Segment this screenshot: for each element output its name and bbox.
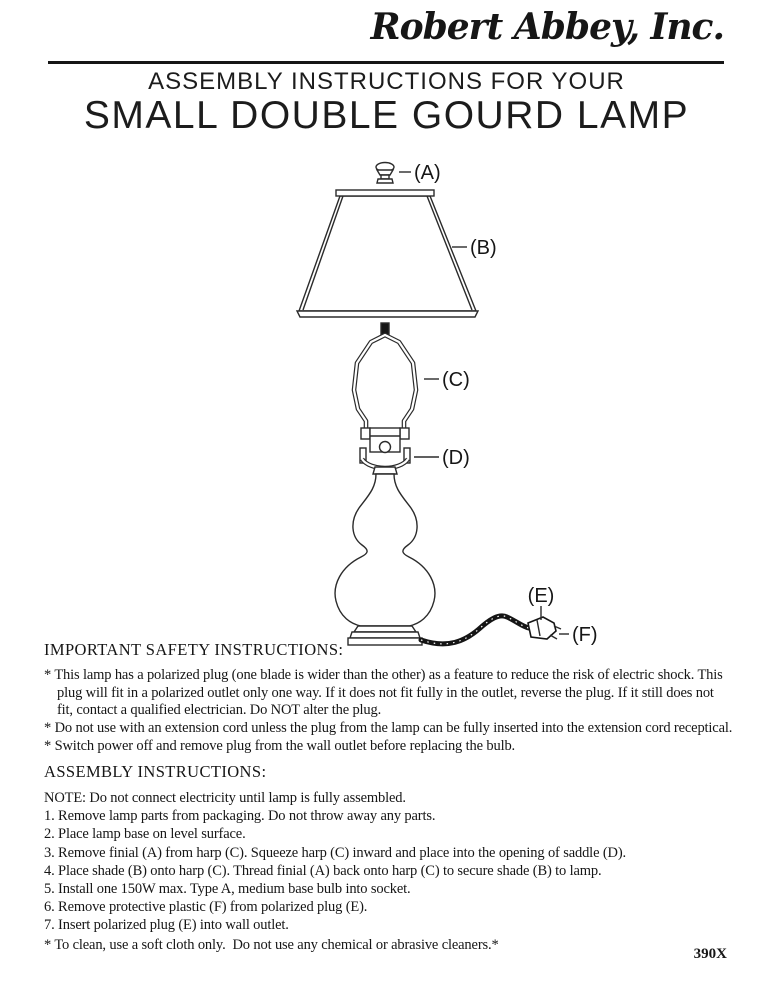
harp-icon — [354, 323, 416, 439]
lamp-body-icon — [335, 474, 435, 645]
cleaning-note: * To clean, use a soft cloth only. Do not use any chemical or abrasive cleaners.* — [44, 937, 499, 953]
safety-list — [44, 667, 732, 756]
safety-item: * Switch power off and remove plug from the wall outlet before replacing the bulb. — [44, 737, 516, 754]
label-finial: (A) — [414, 162, 441, 184]
assembly-step: 7. Insert polarized plug (E) into wall outlet. — [44, 917, 289, 934]
assembly-step: 1. Remove lamp parts from packaging. Do not throw away any parts. — [44, 808, 436, 825]
assembly-heading: ASSEMBLY INSTRUCTIONS: — [44, 762, 267, 781]
finial-icon — [376, 163, 394, 184]
label-shade: (B) — [470, 237, 497, 259]
assembly-section — [44, 762, 732, 935]
assembly-step: 4. Place shade (B) onto harp (C). Thread finial (A) back onto harp (C) to secure shade (B) to lamp. — [44, 862, 602, 879]
assembly-note: NOTE: Do not connect electricity until lamp is fully assembled. — [44, 790, 406, 806]
page-title: SMALL DOUBLE GOURD LAMP — [83, 94, 690, 137]
safety-item: * Do not use with an extension cord unless the plug from the lamp can be fully inserted into the extension cord receptical. — [44, 720, 733, 737]
safety-item: * This lamp has a polarized plug (one blade is wider than the other) as a feature to reduce the risk of electric shock. This plug will fit in a polarized outlet only one way. If it does not fit fully in the outlet, reverse the plug. If it still does not fit, contact a qualified electrician. Do NOT alter the plug. — [44, 667, 723, 719]
header-divider — [48, 61, 724, 64]
lamp-diagram — [0, 150, 773, 650]
label-harp: (C) — [442, 369, 470, 391]
assembly-step: 6. Remove protective plastic (F) from polarized plug (E). — [44, 899, 368, 916]
label-plastic: (F) — [572, 624, 598, 646]
model-number: 390X — [693, 946, 727, 962]
brand-logo: Robert Abbey, Inc. — [370, 6, 724, 48]
assembly-step: 3. Remove finial (A) from harp (C). Squeeze harp (C) inward and place into the opening of saddle (D). — [44, 844, 626, 861]
safety-heading: IMPORTANT SAFETY INSTRUCTIONS: — [44, 640, 344, 659]
assembly-step: 5. Install one 150W max. Type A, medium base bulb into socket. — [44, 881, 411, 898]
label-plug: (E) — [527, 585, 555, 607]
sheet-subtitle: ASSEMBLY INSTRUCTIONS FOR YOUR — [148, 68, 625, 95]
label-saddle: (D) — [442, 447, 470, 469]
assembly-step: 2. Place lamp base on level surface. — [44, 826, 246, 843]
safety-section — [44, 640, 732, 756]
plug-icon — [528, 617, 561, 639]
shade-icon — [297, 190, 478, 317]
socket-icon — [370, 428, 400, 453]
